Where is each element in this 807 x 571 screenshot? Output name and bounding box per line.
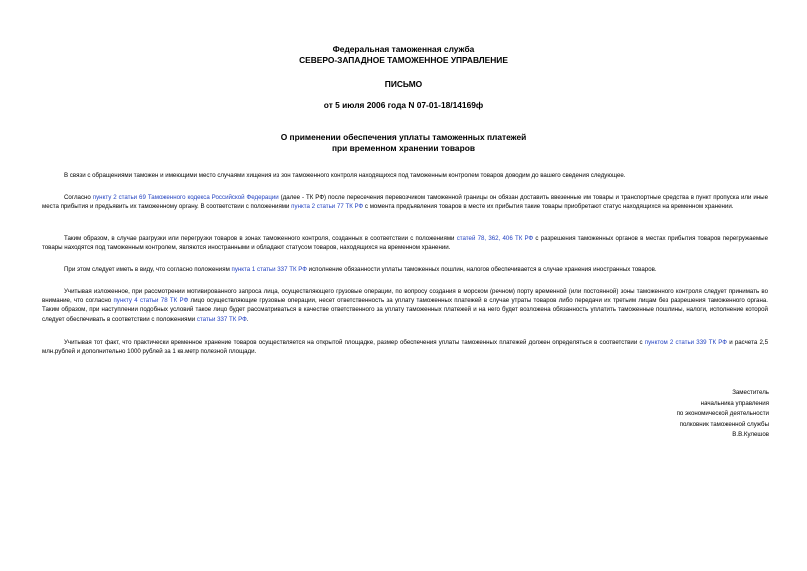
signature-area: по экономической деятельности xyxy=(676,410,769,418)
signature-position: Заместитель xyxy=(732,389,769,396)
paragraph-3-text-b: с разрешения таможенных органов в местах прибытия товаров перегружаемые товары находятся под таможенным контролем, являются иностранными и обладают статусом товаров, находящихся на временном хранении. xyxy=(42,235,768,252)
paragraph-3-text-a: Таким образом, в случае разгрузки или перегрузки товаров в зонах таможенного контроля, созданных в соответствии с положениями xyxy=(64,235,457,242)
paragraph-1 xyxy=(42,171,768,180)
paragraph-2-text-a: Согласно xyxy=(64,194,93,201)
link-article-69[interactable]: пункту 2 статьи 69 Таможенного кодекса Российской Федерации xyxy=(92,194,279,201)
paragraph-6 xyxy=(42,338,768,356)
paragraph-4-text-b: исполнение обязанности уплаты таможенных пошлин, налогов обеспечивается в случае хранения иностранных товаров. xyxy=(306,266,657,273)
document-type: ПИСЬМО xyxy=(384,79,423,89)
link-article-77[interactable]: пункта 2 статьи 77 ТК РФ xyxy=(291,203,364,211)
document-date-number: от 5 июля 2006 года N 07-01-18/14169ф xyxy=(323,100,484,110)
paragraph-5-text-b: лицо осуществляющие грузовые операции, несет ответственность за уплату таможенных платежей в случае утраты товаров либо передачи их третьим лицам без разрешения таможенного органа. Таким образом, при наступлении подобных условий такое лицо будет рассматриваться в качестве ответственного за уплату таможенных платежей и на него будет возложена обязанность уплатить таможенные пошлины, налоги, исполнение которой следует обеспечивать в соответствии с положениями xyxy=(42,297,768,323)
paragraph-5-text-a: Учитывая изложенное, при рассмотрении мотивированного запроса лица, осуществляющего грузовые операции, по вопросу создания в морском (речном) порту временной (или постоянной) зоны таможенного контроля следует принимать во внимание, что согласно xyxy=(42,288,768,305)
paragraph-4 xyxy=(42,265,768,274)
link-article-78-p4[interactable]: пункту 4 статьи 78 ТК РФ xyxy=(113,297,189,305)
link-article-337-p1[interactable]: пункта 1 статьи 337 ТК РФ xyxy=(231,266,307,273)
paragraph-5-text-c: . xyxy=(246,315,249,323)
link-article-337[interactable]: статьи 337 ТК РФ xyxy=(196,315,247,323)
document-title-line-1: О применении обеспечения уплаты таможенных платежей xyxy=(280,132,527,142)
link-articles-78-362-406[interactable]: статей 78, 362, 406 ТК РФ xyxy=(456,235,534,242)
paragraph-1-text: В связи с обращениями таможен и имеющими место случаями хищения из зон таможенного контроля находящихся под таможенным контролем товаров доводим до вашего сведения следующее. xyxy=(64,172,626,179)
paragraph-2 xyxy=(42,193,768,211)
signature-rank: полковник таможенной службы xyxy=(679,420,769,428)
signature-block xyxy=(569,388,769,441)
document-title-line-2: при временном хранении товаров xyxy=(332,143,475,153)
link-article-339-p2[interactable]: пунктом 2 статьи 339 ТК РФ xyxy=(644,339,727,346)
signature-department: начальника управления xyxy=(700,399,769,407)
signature-name: В.В.Кулешов xyxy=(732,431,769,439)
paragraph-4-text-a: При этом следует иметь в виду, что согласно положениям xyxy=(64,266,232,273)
paragraph-6-text-a: Учитывая тот факт, что практически временное хранение товаров осуществляется на открытой площадке, размер обеспечения уплаты таможенных платежей должен определяться в соответствии с xyxy=(64,339,645,346)
paragraph-3 xyxy=(42,234,768,252)
paragraph-6-text-b: и расчета 2,5 млн.рублей и дополнительно 1000 рублей за 1 кв.метр полезной площади. xyxy=(42,339,768,356)
paragraph-2-text-c: с момента предъявления товаров в месте их прибытия такие товары приобретают статус находящихся на временном хранении. xyxy=(363,203,734,211)
paragraph-5 xyxy=(42,287,768,324)
paragraph-2-text-b: (далее - ТК РФ) после пересечения перевозчиком таможенной границы он обязан доставить ввезенные им товары и транспортные средства в пункт пропуска или иные места прибытия и предъявить их таможенному органу. В соответствии с положениями xyxy=(42,194,768,211)
agency-name: Федеральная таможенная служба xyxy=(332,44,475,54)
department-name: СЕВЕРО-ЗАПАДНОЕ ТАМОЖЕННОЕ УПРАВЛЕНИЕ xyxy=(299,55,508,65)
